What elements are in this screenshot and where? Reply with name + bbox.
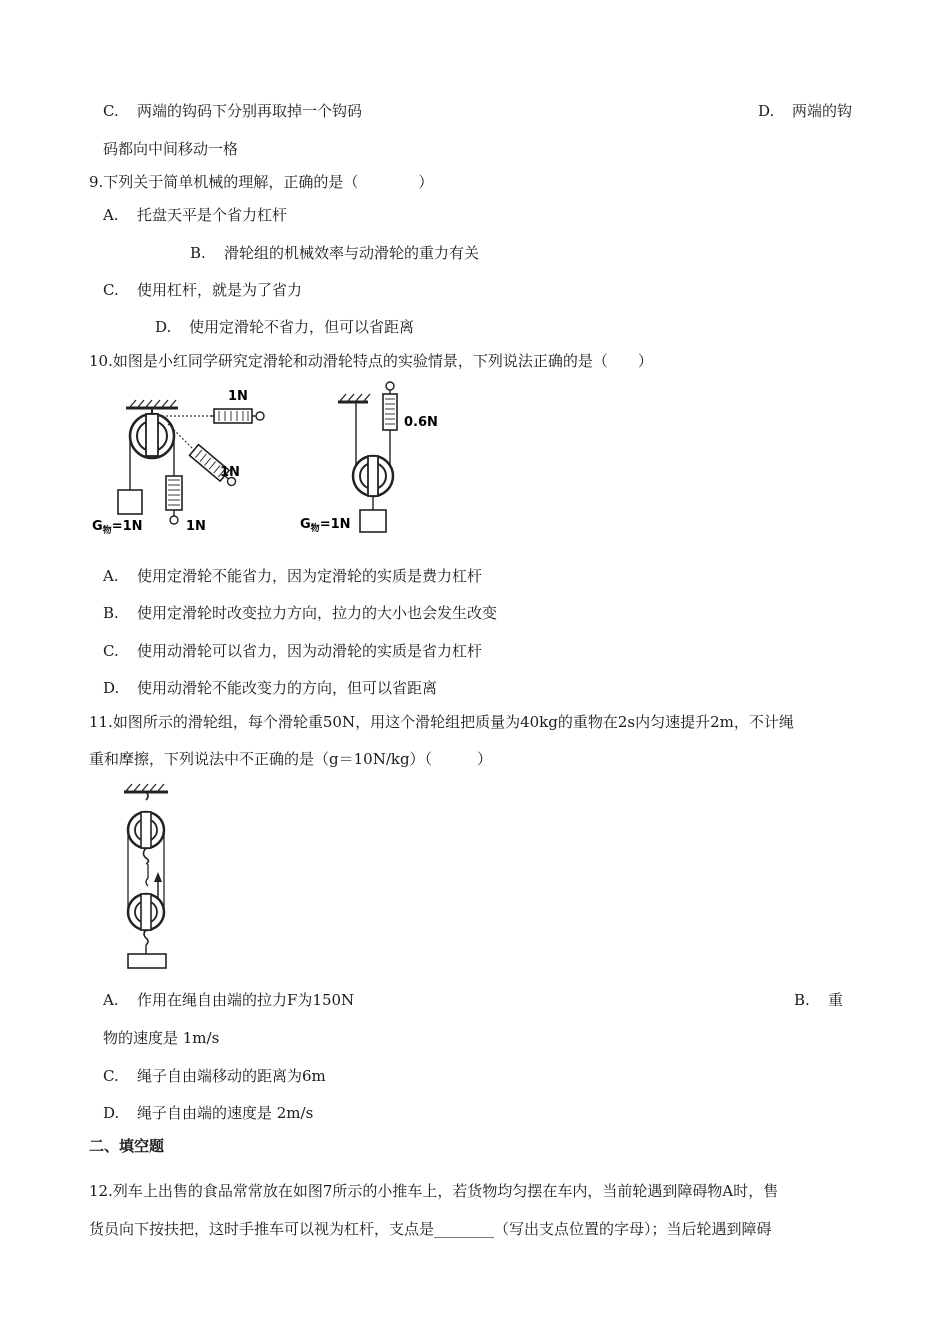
option-text: 滑轮组的机械效率与动滑轮的重力有关: [224, 244, 480, 262]
option-text: 使用杠杆，就是为了省力: [137, 281, 303, 299]
option-text: 使用定滑轮不省力，但可以省距离: [189, 318, 415, 336]
option-label: C.: [103, 642, 119, 660]
option-label: A.: [103, 567, 119, 585]
q9-option-d: [155, 317, 414, 337]
q9-option-c: [103, 280, 302, 300]
option-label: B.: [190, 244, 206, 262]
q9-option-b: [190, 243, 479, 263]
option-label: D.: [155, 318, 172, 336]
option-label: D.: [758, 102, 775, 120]
option-label: C.: [103, 1067, 119, 1085]
q10-option-c: [103, 641, 482, 661]
option-text: 重: [828, 991, 844, 1009]
weight-label: [92, 519, 143, 536]
weight-block: [118, 490, 142, 514]
q8-option-d: [758, 101, 852, 121]
spring-scale-horizontal: [210, 409, 264, 423]
option-text: 使用定滑轮不能省力，因为定滑轮的实质是费力杠杆: [137, 567, 483, 585]
spring-scale-vertical: [383, 382, 397, 430]
q12-line-2-end: （写出支点位置的字母）；当后轮遇到障碍: [494, 1220, 772, 1238]
option-text: 托盘天平是个省力杠杆: [137, 206, 288, 224]
option-label: C.: [103, 102, 119, 120]
weight-label-value: =1N: [111, 519, 143, 534]
q9-stem: 9.下列关于简单机械的理解，正确的是（ ）: [89, 173, 434, 191]
option-text: 两端的钩: [792, 102, 853, 120]
q11-stem-line-1: 11.如图所示的滑轮组，每个滑轮重50N，用这个滑轮组把质量为40kg的重物在2s内匀速提升2m，不计绳: [89, 713, 794, 731]
weight-label-g: G: [92, 519, 103, 534]
q10-option-b: [103, 603, 497, 623]
q11-option-b-continued: 物的速度是 1m/s: [103, 1029, 220, 1047]
option-text: 绳子自由端移动的距离为6m: [137, 1067, 326, 1085]
option-label: B.: [794, 991, 810, 1009]
q11-stem-line-2: 重和摩擦，下列说法中不正确的是（g＝10N/kg）（ ）: [89, 750, 493, 768]
q10-option-a: [103, 566, 482, 586]
force-label: 1N: [228, 389, 248, 404]
q11-option-b: [794, 990, 843, 1010]
weight-label-value: =1N: [319, 517, 351, 532]
spring-scale-vertical: [166, 476, 182, 524]
option-text: 使用动滑轮可以省力，因为动滑轮的实质是省力杠杆: [137, 642, 483, 660]
weight-block: [128, 954, 166, 968]
q12-line-1: 12.列车上出售的食品常常放在如图7所示的小推车上，若货物均匀摆在车内，当前轮遇到障碍物A时，售: [89, 1182, 779, 1200]
option-text: 绳子自由端的速度是 2m/s: [137, 1104, 314, 1122]
section-title: 二、填空题: [89, 1137, 165, 1155]
option-label: C.: [103, 281, 119, 299]
option-text: 使用定滑轮时改变拉力方向，拉力的大小也会发生改变: [137, 604, 498, 622]
q9-option-a: [103, 205, 287, 225]
pulley-block-figure: [118, 782, 188, 972]
q12-line-2-start: 货员向下按扶把，这时手推车可以视为杠杆，支点是: [89, 1220, 435, 1238]
weight-label: [300, 517, 351, 534]
weight-block: [360, 510, 386, 532]
option-text: 使用动滑轮不能改变力的方向，但可以省距离: [137, 679, 438, 697]
force-label: 1N: [186, 519, 206, 534]
force-label: 0.6N: [404, 415, 438, 430]
option-label: A.: [103, 991, 119, 1009]
option-text: 作用在绳自由端的拉力F为150N: [137, 991, 355, 1009]
pulley-experiment-figure: [88, 380, 448, 540]
q10-option-d: [103, 678, 437, 698]
q8-option-c: [103, 101, 362, 121]
answer-blank: ________: [434, 1220, 495, 1238]
weight-label-g: G: [300, 517, 311, 532]
option-label: D.: [103, 679, 120, 697]
q11-option-d: [103, 1103, 313, 1123]
option-label: D.: [103, 1104, 120, 1122]
movable-pulley-diagram: [300, 382, 438, 534]
weight-label-sub: 物: [102, 526, 112, 536]
fixed-pulley-diagram: [92, 389, 264, 536]
q8-option-d-continued: 码都向中间移动一格: [103, 140, 239, 158]
option-text: 两端的钩码下分别再取掉一个钩码: [137, 102, 363, 120]
q11-option-c: [103, 1066, 326, 1086]
force-label: 1N: [220, 465, 240, 480]
option-label: A.: [103, 206, 119, 224]
q10-stem: 10.如图是小红同学研究定滑轮和动滑轮特点的实验情景，下列说法正确的是（ ）: [89, 352, 653, 370]
weight-label-sub: 物: [310, 524, 320, 534]
option-label: B.: [103, 604, 119, 622]
q12-line-2: [89, 1219, 772, 1239]
q11-option-a: [103, 990, 354, 1010]
